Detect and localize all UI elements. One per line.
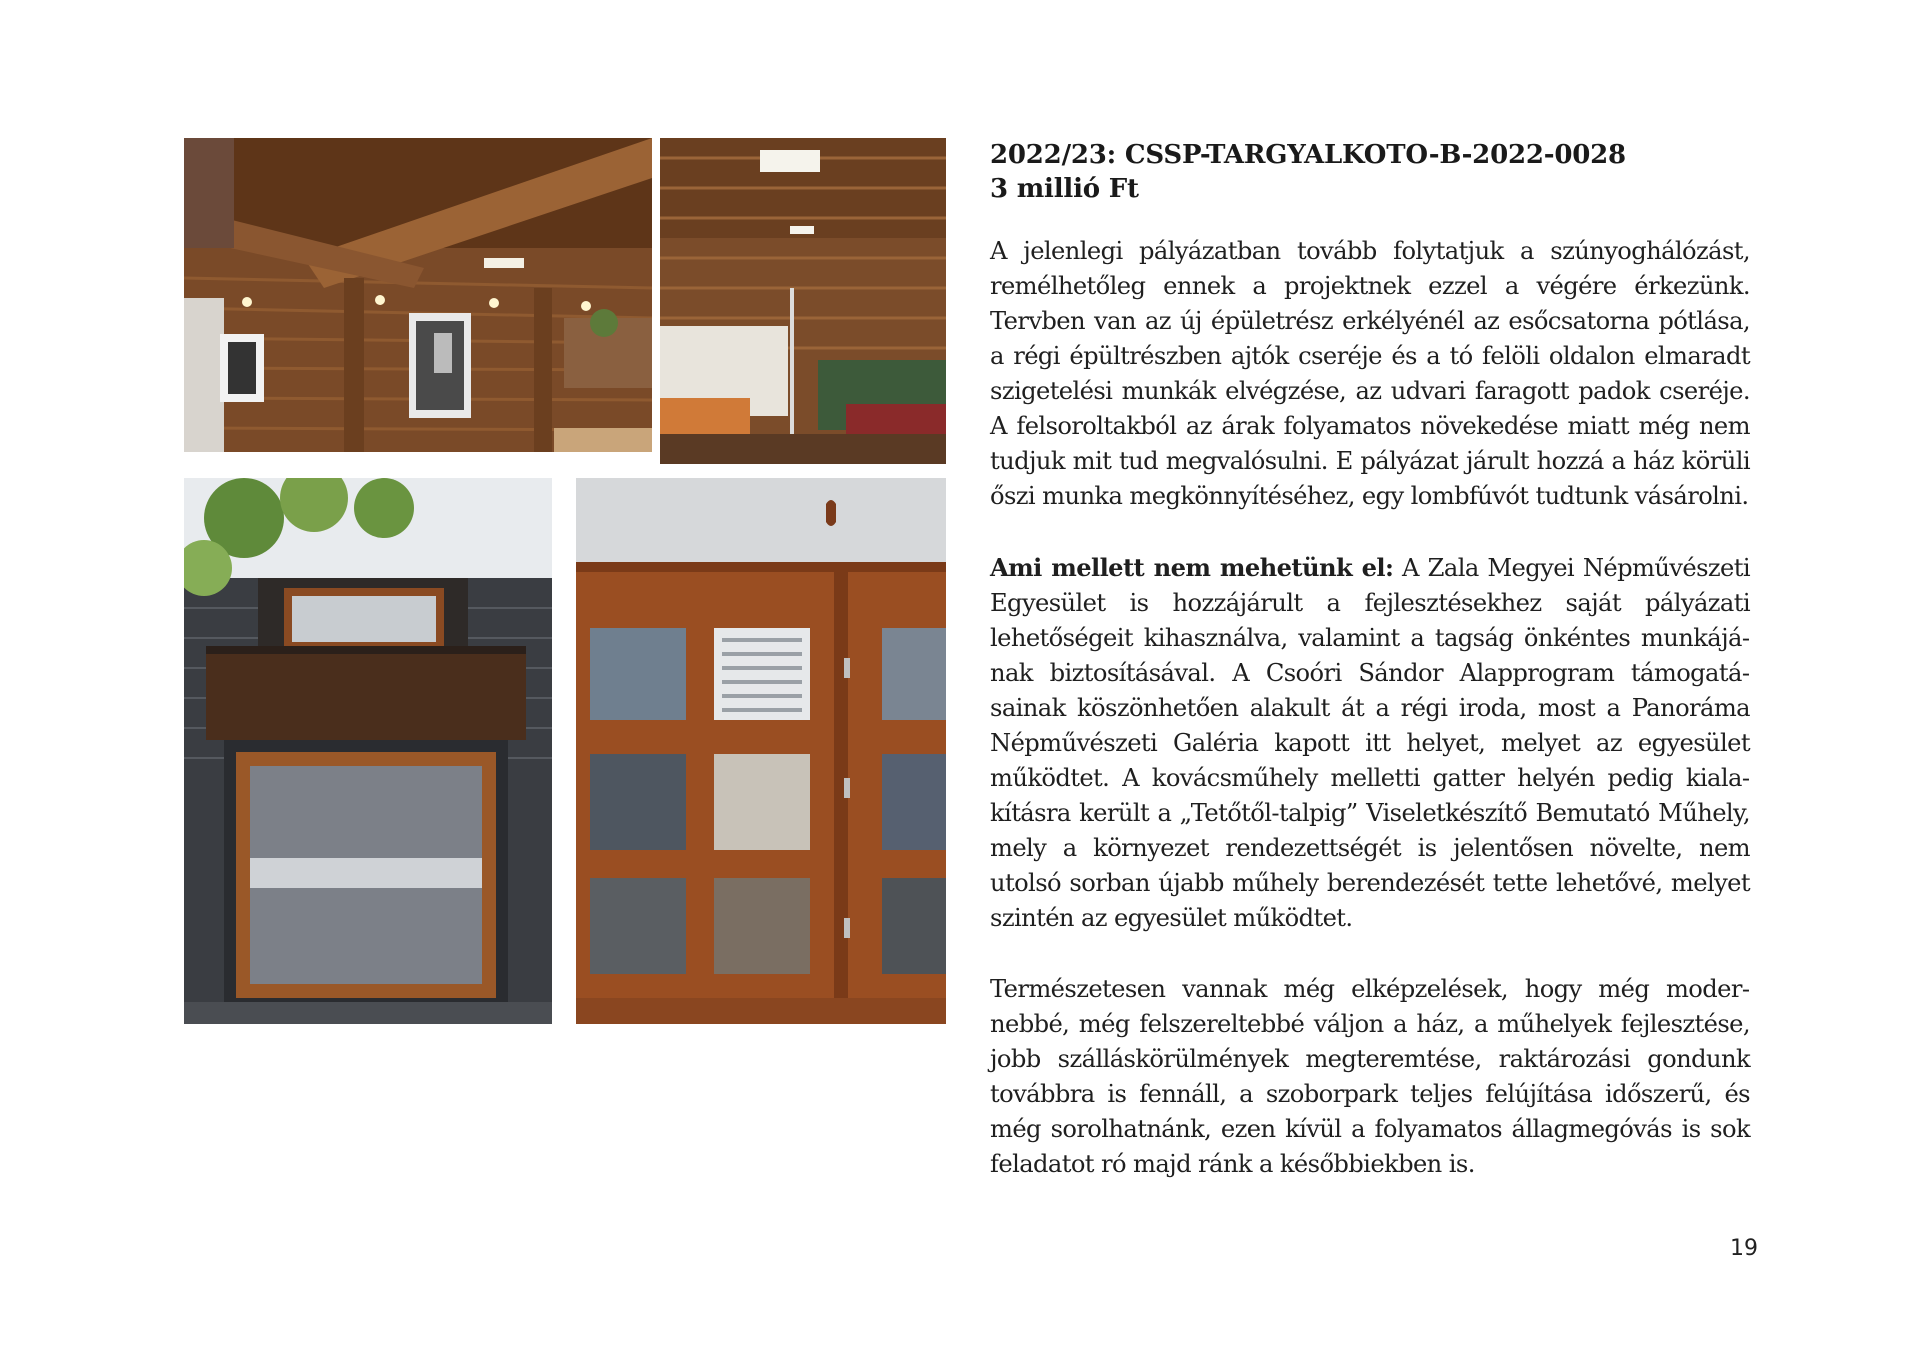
paragraph-3: Természetesen vannak még elképzelések, hogy még modernebbé, még felszereltebbé váljon a ház, a műhelyek fejlesztése, jobb szálláskörülmények megteremtése, raktározási gondunk továbbra is fennáll, a szoborpark teljes felújítása időszerű, és még sorolhatnánk, ezen kívül a folyamatos állagmegóvás is sok feladatot ró majd ránk a későbbiekben is. [990, 975, 1750, 1178]
grant-id-heading: 2022/23: CSSP-TARGYALKOTO-B-2022-0028 [990, 140, 1626, 170]
page-number: 19 [1730, 1236, 1758, 1261]
article-text-column [990, 138, 1750, 1218]
article-heading [990, 138, 1750, 206]
paragraph-2-body: A Zala Megyei Népművészeti Egyesület is hozzájárult a fejlesztésekhez saját pályázati lehetőségeit kihasználva, valamint a tagság önkéntes munkájának biztosításával. A Csoóri Sándor Alapprogram támogatásainak köszönhetően alakult át a régi iroda, most a Panoráma Népművészeti Galéria kapott itt helyet, melyet az egyesület működtet. A kovácsműhely melletti gatter helyén pedig kialakításra került a „Tetőtől-talpig” Viseletkészítő Bemutató Műhely, mely a környezet rendezettségét is jelentősen növelte, nem utolsó sorban újabb műhely berendezését tette lehetővé, melyet szintén az egyesület működtet. [990, 554, 1750, 932]
photo-interior-beams [184, 138, 652, 452]
paragraph-2-lead: Ami mellett nem mehetünk el: [990, 553, 1394, 582]
paragraph-1: A jelenlegi pályázatban tovább folytatjuk a szúnyoghálózást, remélhetőleg ennek a projektnek ezzel a végére érkezünk. Tervben van az új épületrész erkélyénél az esőcsatorna pótlása, a régi épültrészben ajtók cseréje és a tó felöli oldalon elmaradt szigetelési munkák elvégzése, az udvari faragott padok cseréje. A felsoroltakból az árak folyamatos növekedése miatt még nem tudjuk mit tud megvalósulni. E pályázat járult hozzá a ház körüli őszi munka megkönnyítéséhez, egy lombfúvót tudtunk vásárolni. [990, 237, 1750, 510]
grant-amount-heading: 3 millió Ft [990, 174, 1139, 204]
paragraph-2 [990, 550, 1750, 936]
photo-room-ceiling-lights [660, 138, 946, 464]
photo-wooden-windows [576, 478, 946, 1024]
photo-dormer-window [184, 478, 552, 1024]
